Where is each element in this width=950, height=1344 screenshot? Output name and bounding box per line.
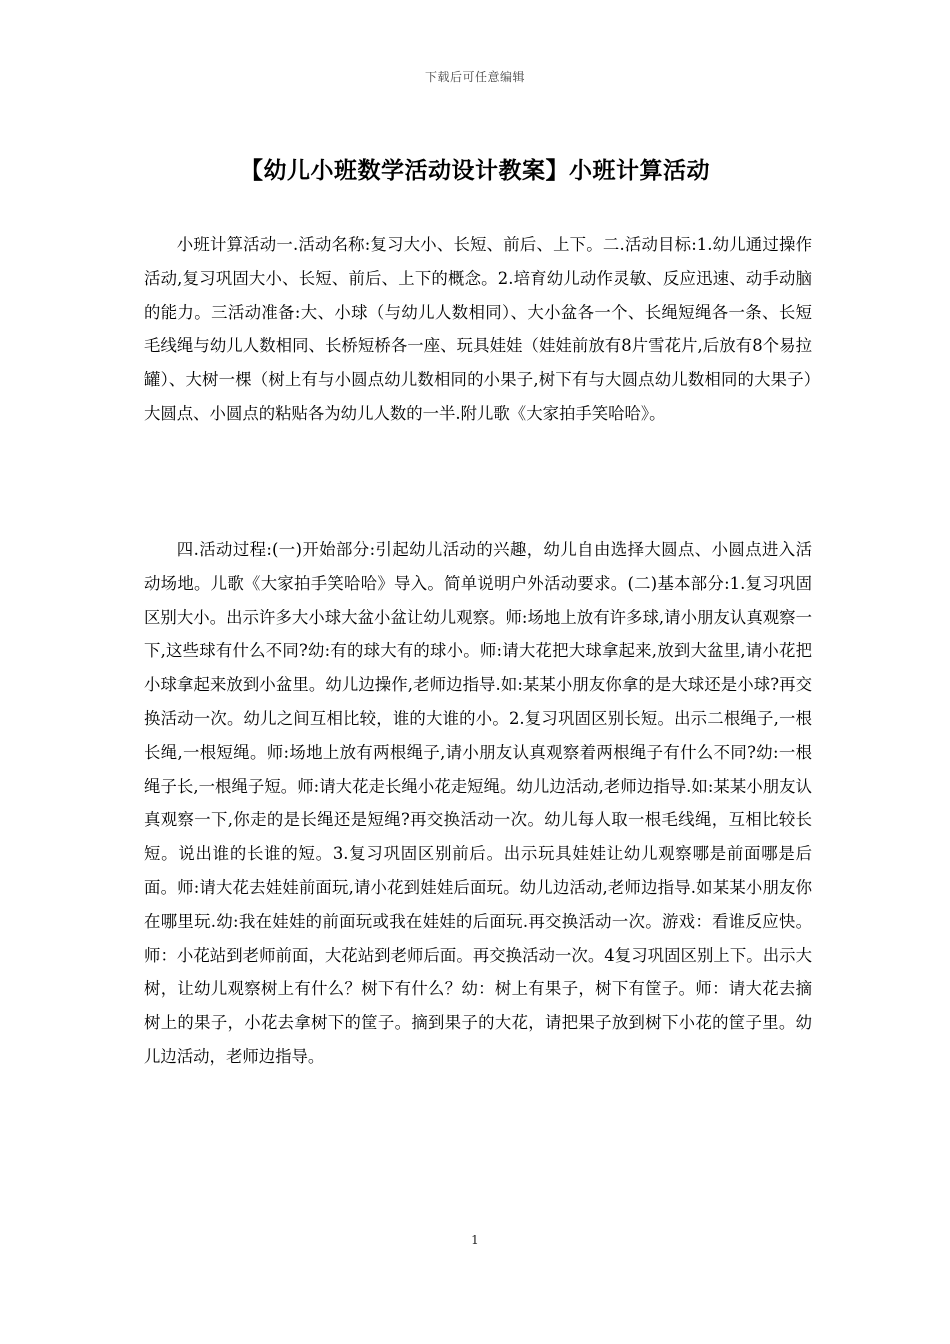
document-title: 【幼儿小班数学活动设计教案】小班计算活动 <box>240 157 710 184</box>
page-header-note: 下载后可任意编辑 <box>424 70 525 84</box>
paragraph-activity-process: 四.活动过程:(一)开始部分:引起幼儿活动的兴趣，幼儿自由选择大圆点、小圆点进入活动场地。儿歌《大家拍手笑哈哈》导入。简单说明户外活动要求。(二)基本部分:1.复习巩固区别大小。出示许多大小球大盆小盆让幼儿观察。师:场地上放有许多球,请小朋友认真观察一下,这些球有什么不同?幼:有的球大有的球小。师:请大花把大球拿起来,放到大盆里,请小花把小球拿起来放到小盆里。幼儿边操作,老师边指导.如:某某小朋友你拿的是大球还是小球?再交换活动一次。幼儿之间互相比较，谁的大谁的小。2.复习巩固区别长短。出示二根绳子,一根长绳,一根短绳。师:场地上放有两根绳子,请小朋友认真观察着两根绳子有什么不同?幼:一根绳子长,一根绳子短。师:请大花走长绳小花走短绳。幼儿边活动,老师边指导.如:某某小朋友认真观察一下,你走的是长绳还是短绳?再交换活动一次。幼儿每人取一根毛线绳，互相比较长短。说出谁的长谁的短。3.复习巩固区别前后。出示玩具娃娃让幼儿观察哪是前面哪是后面。师:请大花去娃娃前面玩,请小花到娃娃后面玩。幼儿边活动,老师边指导.如某某小朋友你在哪里玩.幼:我在娃娃的前面玩或我在娃娃的后面玩.再交换活动一次。游戏：看谁反应快。师：小花站到老师前面，大花站到老师后面。再交换活动一次。4复习巩固区别上下。出示大树，让幼儿观察树上有什么？树下有什么？幼：树上有果子，树下有筐子。师：请大花去摘树上的果子，小花去拿树下的筐子。摘到果子的大花，请把果子放到树下小花的筐子里。幼儿边活动，老师边指导。 <box>144 540 812 1066</box>
page-number: 1 <box>471 1233 479 1247</box>
paragraph-activity-preparation: 小班计算活动一.活动名称:复习大小、长短、前后、上下。二.活动目标:1.幼儿通过操作活动,复习巩固大小、长短、前后、上下的概念。2.培育幼儿动作灵敏、反应迅速、动手动脑的能力。三活动准备:大、小球（与幼儿人数相同）、大小盆各一个、长绳短绳各一条、长短毛线绳与幼儿人数相同、长桥短桥各一座、玩具娃娃（娃娃前放有8片雪花片,后放有8个易拉罐）、大树一棵（树上有与小圆点幼儿数相同的小果子,树下有与大圆点幼儿数相同的大果子）大圆点、小圆点的粘贴各为幼儿人数的一半.附儿歌《大家拍手笑哈哈》。 <box>144 235 812 423</box>
